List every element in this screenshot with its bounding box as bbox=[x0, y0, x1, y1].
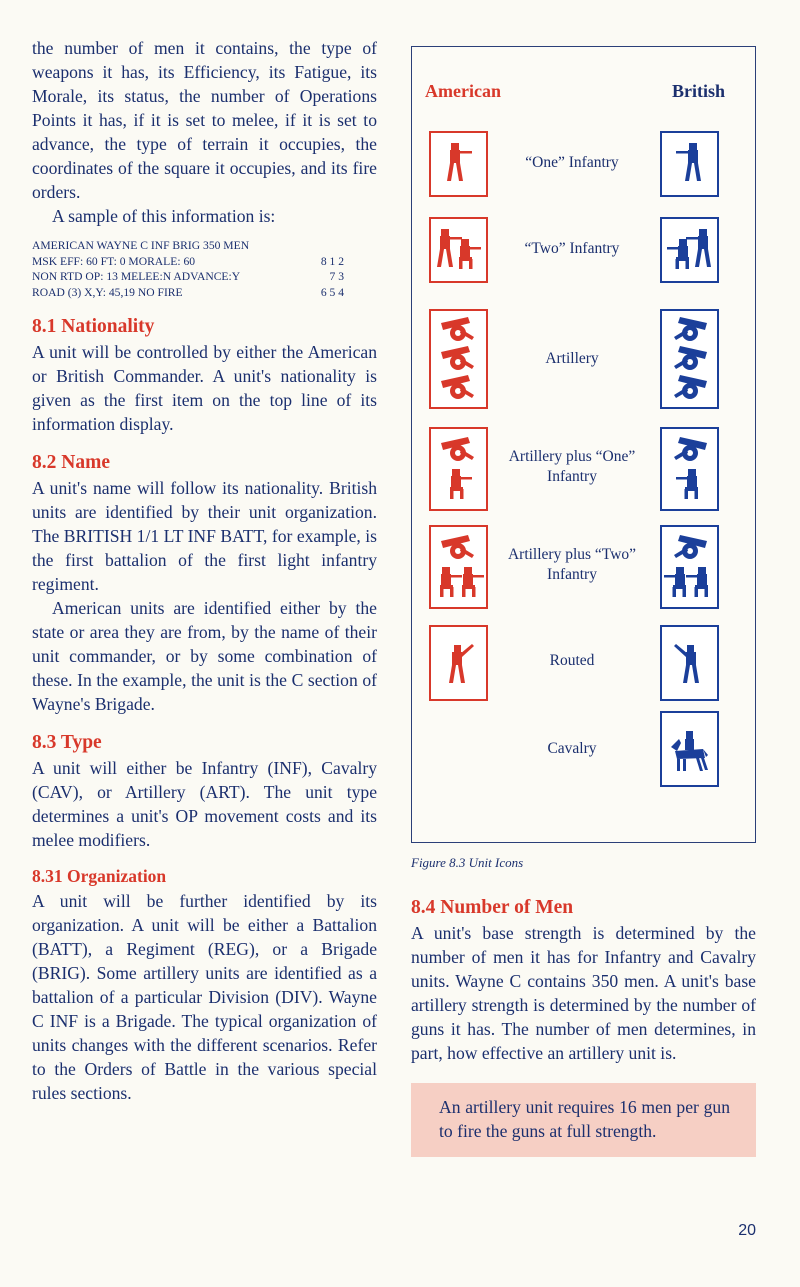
left-column bbox=[32, 36, 377, 1105]
page-number: 20 bbox=[738, 1222, 756, 1239]
icon-row-artillery-two-infantry bbox=[412, 525, 755, 609]
intro-paragraph: the number of men it contains, the type of weapons it has, its Efficiency, its Fatigue, its Morale, its status, the number of Operations Points it has, if it is set to melee, if it is set to advance, the type of terrain it occupies, the coordinates of the square it occupies, and its fire orders. bbox=[32, 38, 377, 202]
figure-caption: Figure 8.3 Unit Icons bbox=[411, 855, 524, 870]
british-artillery-icon bbox=[660, 309, 719, 409]
british-header: British bbox=[671, 81, 725, 101]
british-artillery-one-infantry-icon bbox=[660, 427, 719, 511]
row-label: Routed bbox=[549, 652, 595, 669]
section-text-8-3: A unit will either be Infantry (INF), Cavalry (CAV), or Artillery (ART). The unit type determines a unit's OP movement costs and its melee modifiers. bbox=[32, 758, 377, 850]
sample-line bbox=[32, 285, 344, 301]
sample-line-text: NON RTD OP: 13 MELEE:N ADVANCE:Y bbox=[32, 270, 241, 283]
section-heading-8-31: 8.31 Organization bbox=[32, 866, 167, 886]
british-cavalry-icon bbox=[660, 711, 719, 787]
british-infantry-icon bbox=[660, 131, 719, 197]
section-text-8-31: A unit will be further identified by its organization. A unit will be either a Battalion (BATT), a Regiment (REG), or a Brigade (BRIG). Some artillery units are identified as a battalion of a particular Division (DIV). Wayne C INF is a Brigade. The typical organization of units changes with the different scenarios. Refer to the Orders of Battle in the various special rules sections. bbox=[32, 891, 377, 1103]
sample-line bbox=[32, 269, 344, 285]
section-text-8-2-continued: American units are identified either by the state or area they are from, by the name of their unit commander, or by some combination of these. In the example, the unit is the C section of Wayne's Brigade. bbox=[32, 598, 377, 714]
sample-line bbox=[32, 238, 344, 254]
sample-line bbox=[32, 254, 344, 270]
row-label: “One” Infantry bbox=[525, 154, 619, 171]
american-artillery-one-infantry-icon bbox=[429, 427, 488, 511]
row-label: “Two” Infantry bbox=[524, 240, 620, 257]
sample-line-text: MSK EFF: 60 FT: 0 MORALE: 60 bbox=[32, 254, 196, 268]
sample-intro: A sample of this information is: bbox=[52, 206, 276, 226]
row-label: Cavalry bbox=[547, 740, 597, 757]
section-heading-8-1: 8.1 Nationality bbox=[32, 316, 155, 337]
american-artillery-two-infantry-icon bbox=[429, 525, 488, 609]
icon-row-artillery-one-infantry bbox=[412, 427, 755, 511]
section-heading-8-4: 8.4 Number of Men bbox=[411, 897, 574, 918]
british-two-infantry-icon bbox=[660, 217, 719, 283]
unit-icons-figure bbox=[411, 46, 756, 843]
icon-row-two-infantry bbox=[412, 217, 755, 283]
section-heading-8-3: 8.3 Type bbox=[32, 732, 102, 753]
row-label: Artillery plus “Two” Infantry bbox=[507, 546, 637, 583]
icon-row-one-infantry bbox=[412, 131, 755, 197]
sample-line-text: AMERICAN WAYNE C INF BRIG 350 MEN bbox=[32, 239, 250, 252]
british-artillery-two-infantry-icon bbox=[660, 525, 719, 609]
section-text-8-1: A unit will be controlled by either the American or British Commander. A unit's nationality is given as the first item on the top line of its information display. bbox=[32, 342, 377, 434]
right-column bbox=[411, 46, 756, 1157]
sample-line-nums: 7 3 bbox=[329, 270, 344, 283]
american-two-infantry-icon bbox=[429, 217, 488, 283]
section-text-8-2: A unit's name will follow its nationality. British units are identified by their unit organization. The BRITISH 1/1 LT INF BATT, for example, is the first battalion of the first light infantry regiment. bbox=[32, 478, 377, 594]
american-routed-icon bbox=[429, 625, 488, 701]
sample-line-text: ROAD (3) X,Y: 45,19 NO FIRE bbox=[32, 285, 183, 299]
sample-line-nums: 6 5 4 bbox=[320, 285, 344, 299]
american-infantry-icon bbox=[429, 131, 488, 197]
section-text-8-4: A unit's base strength is determined by the number of men it has for Infantry and Cavalry units. Wayne C contains 350 men. A unit's base artillery strength is determined by the number of guns it has. The number of men determines, in part, how effective an artillery unit is. bbox=[411, 923, 756, 1063]
section-heading-8-2: 8.2 Name bbox=[32, 452, 110, 473]
sample-info-block bbox=[32, 238, 377, 300]
highlight-note: An artillery unit requires 16 men per gun to fire the guns at full strength. bbox=[411, 1083, 756, 1157]
british-routed-icon bbox=[660, 625, 719, 701]
american-artillery-icon bbox=[429, 309, 488, 409]
row-label: Artillery plus “One” Infantry bbox=[508, 448, 636, 485]
icon-row-routed bbox=[412, 625, 755, 701]
icon-row-cavalry bbox=[412, 711, 755, 787]
american-header: American bbox=[425, 81, 501, 101]
icon-row-artillery bbox=[412, 309, 755, 409]
sample-line-nums: 8 1 2 bbox=[320, 254, 344, 268]
row-label: Artillery bbox=[545, 350, 599, 367]
